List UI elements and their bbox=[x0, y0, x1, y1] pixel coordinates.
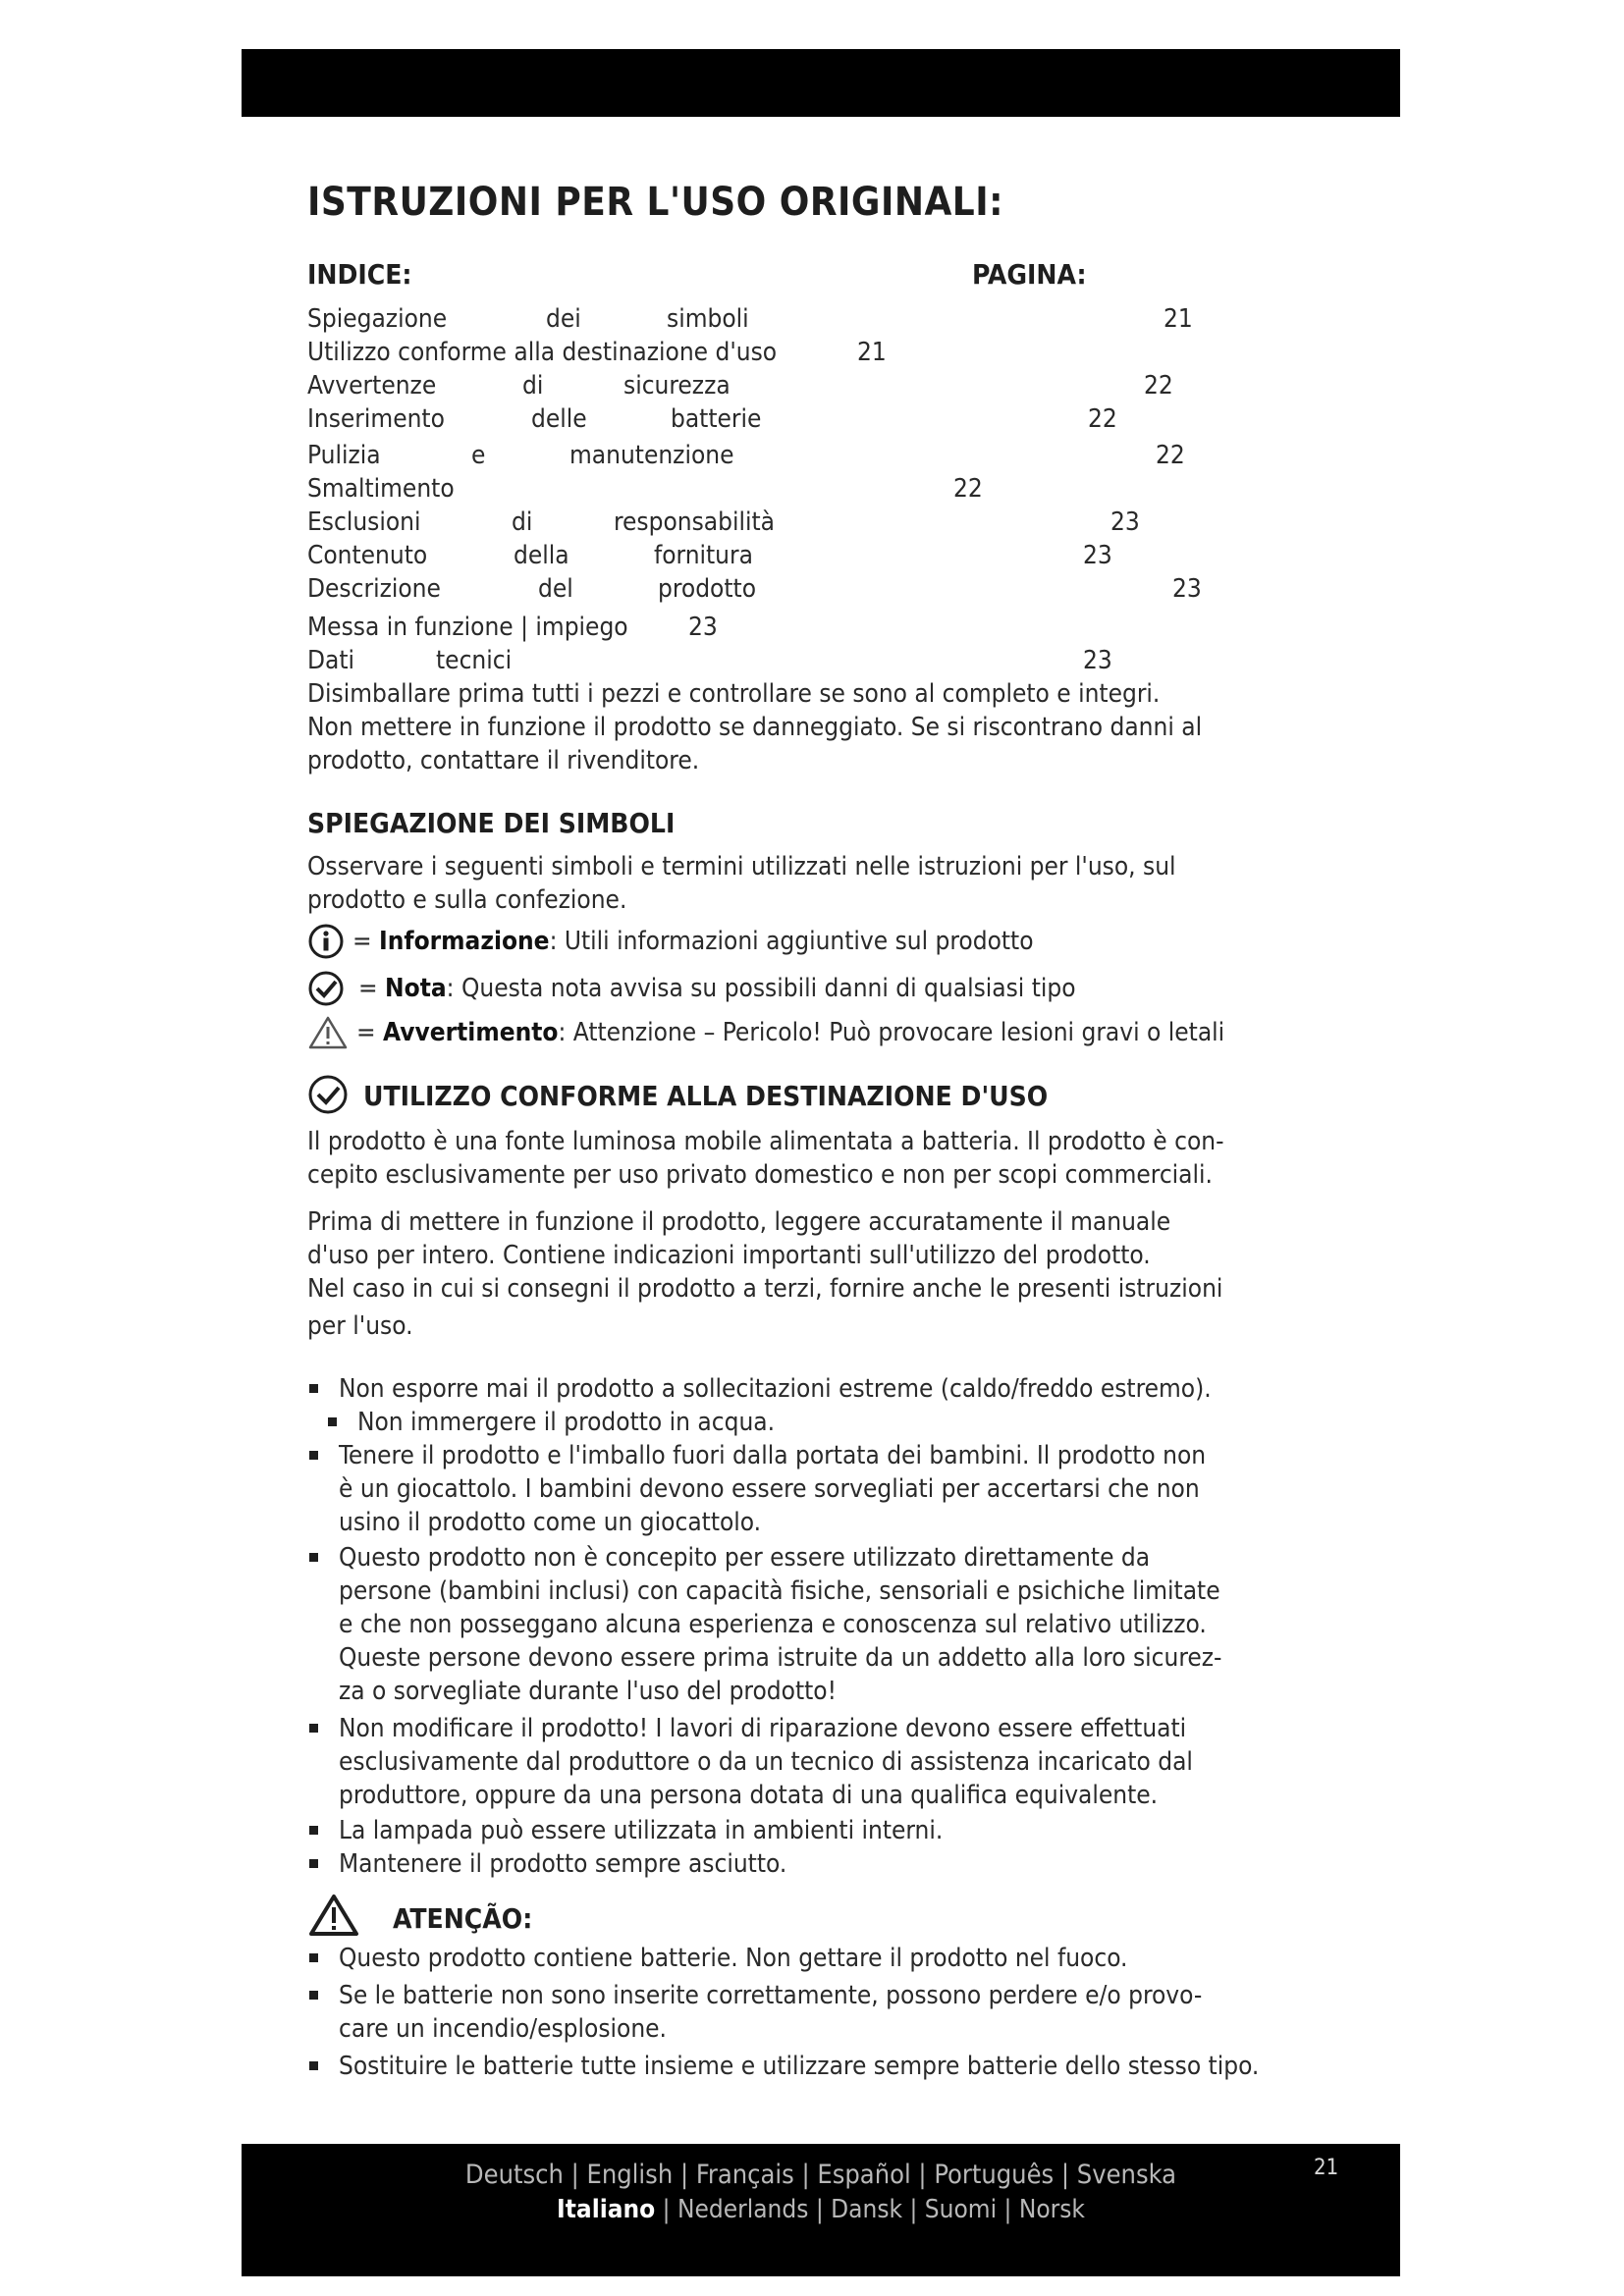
warning-heading: ATENÇÃO: bbox=[393, 1902, 533, 1935]
toc-word: manutenzione bbox=[569, 441, 734, 470]
bullet-line: Questo prodotto non è concepito per essere utilizzato direttamente da bbox=[339, 1543, 1151, 1573]
symbol-eq: = bbox=[352, 927, 372, 956]
toc-heading: INDICE: bbox=[307, 258, 412, 291]
bullet-line: esclusivamente dal produttore o da un tecnico di assistenza incaricato dal bbox=[339, 1747, 1193, 1777]
symbol-eq: = bbox=[358, 974, 378, 1003]
toc-word: Contenuto bbox=[307, 541, 428, 570]
toc-page-heading: PAGINA: bbox=[972, 258, 1087, 291]
toc-word: Messa in funzione | impiego bbox=[307, 613, 628, 642]
toc-word: prodotto bbox=[658, 574, 757, 604]
page-title: ISTRUZIONI PER L'USO ORIGINALI: bbox=[307, 180, 1003, 225]
bullet-square bbox=[309, 1384, 318, 1393]
usage-bullet bbox=[339, 1372, 1212, 1406]
bullet-line: persone (bambini inclusi) con capacità fisiche, sensoriali e psichiche limitate bbox=[339, 1576, 1220, 1606]
check-icon bbox=[307, 970, 351, 1007]
usage-bullet bbox=[339, 1814, 943, 1847]
footer-languages-line2 bbox=[242, 2195, 1400, 2224]
toc-page: 22 bbox=[1156, 441, 1185, 470]
usage-bullet bbox=[339, 1541, 1222, 1708]
bullet-line: e che non posseggano alcuna esperienza e conoscenza sul relativo utilizzo. bbox=[339, 1610, 1207, 1639]
footer-languages-line1: Deutsch | English | Français | Español | Português | Svenska bbox=[464, 2160, 1177, 2190]
symbol-text: : Attenzione – Pericolo! Può provocare lesioni gravi o letali bbox=[558, 1018, 1225, 1047]
usage-heading: UTILIZZO CONFORME ALLA DESTINAZIONE D'USO bbox=[363, 1080, 1049, 1112]
bullet-line: Questo prodotto contiene batterie. Non gettare il prodotto nel fuoco. bbox=[339, 1944, 1128, 1973]
usage-bullet bbox=[339, 1439, 1206, 1539]
usage-para2-line: d'uso per intero. Contiene indicazioni importanti sull'utilizzo del prodotto. bbox=[307, 1241, 1151, 1270]
bullet-line: care un incendio/esplosione. bbox=[339, 2014, 667, 2044]
bullet-line: La lampada può essere utilizzata in ambienti interni. bbox=[339, 1816, 944, 1845]
toc-word: Spiegazione bbox=[307, 304, 448, 334]
toc-word: Smaltimento bbox=[307, 474, 455, 504]
toc-word: del bbox=[538, 574, 573, 604]
toc-page: 23 bbox=[1083, 541, 1112, 570]
bullet-square bbox=[328, 1417, 337, 1426]
toc-word: Utilizzo conforme alla destinazione d'uso bbox=[307, 338, 778, 367]
usage-para1-line: Il prodotto è una fonte luminosa mobile alimentata a batteria. Il prodotto è con- bbox=[307, 1127, 1224, 1156]
bullet-line: Se le batterie non sono inserite correttamente, possono perdere e/o provo- bbox=[339, 1981, 1203, 2010]
symbol-row-info bbox=[307, 923, 1034, 960]
symbols-intro-line: Osservare i seguenti simboli e termini utilizzati nelle istruzioni per l'uso, sul bbox=[307, 852, 1176, 881]
toc-note-line: Disimballare prima tutti i pezzi e controllare se sono al completo e integri. bbox=[307, 679, 1161, 709]
symbol-term: Avvertimento bbox=[383, 1018, 559, 1047]
toc-word: Esclusioni bbox=[307, 507, 421, 537]
bullet-square bbox=[309, 1553, 318, 1562]
usage-para2-line: Prima di mettere in funzione il prodotto, leggere accuratamente il manuale bbox=[307, 1207, 1171, 1237]
bullet-square bbox=[309, 1724, 318, 1733]
bullet-line: Queste persone devono essere prima istruite da un addetto alla loro sicurez- bbox=[339, 1643, 1222, 1673]
symbol-term: Nota bbox=[385, 974, 447, 1003]
bullet-line: Non esporre mai il prodotto a sollecitazioni estreme (caldo/freddo estremo). bbox=[339, 1374, 1212, 1404]
bullet-line: za o sorvegliate durante l'uso del prodotto! bbox=[339, 1677, 837, 1706]
toc-word: Inserimento bbox=[307, 404, 445, 434]
usage-bullet bbox=[339, 1847, 786, 1881]
toc-word: Pulizia bbox=[307, 441, 381, 470]
symbol-row-note bbox=[307, 970, 1076, 1007]
bullet-square bbox=[309, 1991, 318, 2000]
toc-page: 22 bbox=[1088, 404, 1117, 434]
symbol-eq: = bbox=[356, 1018, 376, 1047]
info-icon bbox=[307, 923, 345, 960]
toc-word: delle bbox=[531, 404, 587, 434]
usage-para2-line: Nel caso in cui si consegni il prodotto a terzi, fornire anche le presenti istruzioni bbox=[307, 1274, 1223, 1304]
bullet-line: Tenere il prodotto e l'imballo fuori dalla portata dei bambini. Il prodotto non bbox=[339, 1441, 1207, 1470]
toc-word: simboli bbox=[667, 304, 749, 334]
toc-word: della bbox=[514, 541, 569, 570]
usage-para1-line: cepito esclusivamente per uso privato domestico e non per scopi commerciali. bbox=[307, 1160, 1213, 1190]
bullet-line: produttore, oppure da una persona dotata di una qualifica equivalente. bbox=[339, 1781, 1159, 1810]
toc-page: 23 bbox=[688, 613, 718, 642]
bullet-square bbox=[309, 2061, 318, 2070]
toc-note-line: prodotto, contattare il rivenditore. bbox=[307, 746, 700, 775]
toc-word: Descrizione bbox=[307, 574, 441, 604]
toc-word: dei bbox=[546, 304, 581, 334]
toc-word: Dati bbox=[307, 646, 355, 675]
bullet-line: Non immergere il prodotto in acqua. bbox=[357, 1408, 776, 1437]
header-bar bbox=[242, 49, 1400, 117]
toc-word: e bbox=[471, 441, 486, 470]
bullet-line: Non modificare il prodotto! I lavori di riparazione devono essere effettuati bbox=[339, 1714, 1187, 1743]
page-number: 21 bbox=[1314, 2156, 1339, 2180]
bullet-square bbox=[309, 1953, 318, 1962]
usage-bullet bbox=[339, 1712, 1193, 1812]
toc-page: 22 bbox=[953, 474, 983, 504]
footer-other-languages: | Nederlands | Dansk | Suomi | Norsk bbox=[655, 2195, 1085, 2224]
check-icon bbox=[307, 1074, 349, 1115]
bullet-line: Mantenere il prodotto sempre asciutto. bbox=[339, 1849, 787, 1879]
toc-page: 21 bbox=[1164, 304, 1193, 334]
symbol-term: Informazione bbox=[379, 927, 550, 956]
toc-word: tecnici bbox=[436, 646, 513, 675]
toc-note-line: Non mettere in funzione il prodotto se danneggiato. Se si riscontrano danni al bbox=[307, 713, 1203, 742]
warning-bullet bbox=[339, 2050, 1259, 2083]
symbols-heading: SPIEGAZIONE DEI SIMBOLI bbox=[307, 807, 676, 839]
symbols-intro-line: prodotto e sulla confezione. bbox=[307, 885, 627, 915]
symbol-text: : Utili informazioni aggiuntive sul prodotto bbox=[549, 927, 1034, 956]
bullet-square bbox=[309, 1826, 318, 1835]
toc-word: responsabilità bbox=[614, 507, 775, 537]
warning-bullet bbox=[339, 1942, 1127, 1975]
toc-word: fornitura bbox=[654, 541, 753, 570]
toc-word: Avvertenze bbox=[307, 371, 437, 400]
bullet-line: usino il prodotto come un giocattolo. bbox=[339, 1508, 762, 1537]
warning-icon bbox=[307, 1893, 360, 1938]
warning-icon bbox=[307, 1015, 349, 1050]
symbol-text: : Questa nota avvisa su possibili danni di qualsiasi tipo bbox=[446, 974, 1076, 1003]
toc-word: sicurezza bbox=[623, 371, 731, 400]
usage-para2-line: per l'uso. bbox=[307, 1311, 413, 1341]
bullet-square bbox=[309, 1859, 318, 1868]
toc-word: batterie bbox=[671, 404, 762, 434]
toc-page: 23 bbox=[1172, 574, 1202, 604]
symbol-row-warning bbox=[307, 1015, 1224, 1050]
bullet-square bbox=[309, 1451, 318, 1460]
toc-page: 21 bbox=[857, 338, 887, 367]
footer-active-language: Italiano bbox=[557, 2195, 656, 2224]
bullet-line: Sostituire le batterie tutte insieme e utilizzare sempre batterie dello stesso tipo. bbox=[339, 2052, 1260, 2081]
toc-word: di bbox=[512, 507, 533, 537]
bullet-line: è un giocattolo. I bambini devono essere sorvegliati per accertarsi che non bbox=[339, 1474, 1200, 1504]
toc-page: 23 bbox=[1083, 646, 1112, 675]
warning-bullet bbox=[339, 1979, 1202, 2046]
toc-page: 22 bbox=[1144, 371, 1173, 400]
toc-word: di bbox=[522, 371, 544, 400]
toc-page: 23 bbox=[1110, 507, 1140, 537]
usage-bullet bbox=[357, 1406, 775, 1439]
